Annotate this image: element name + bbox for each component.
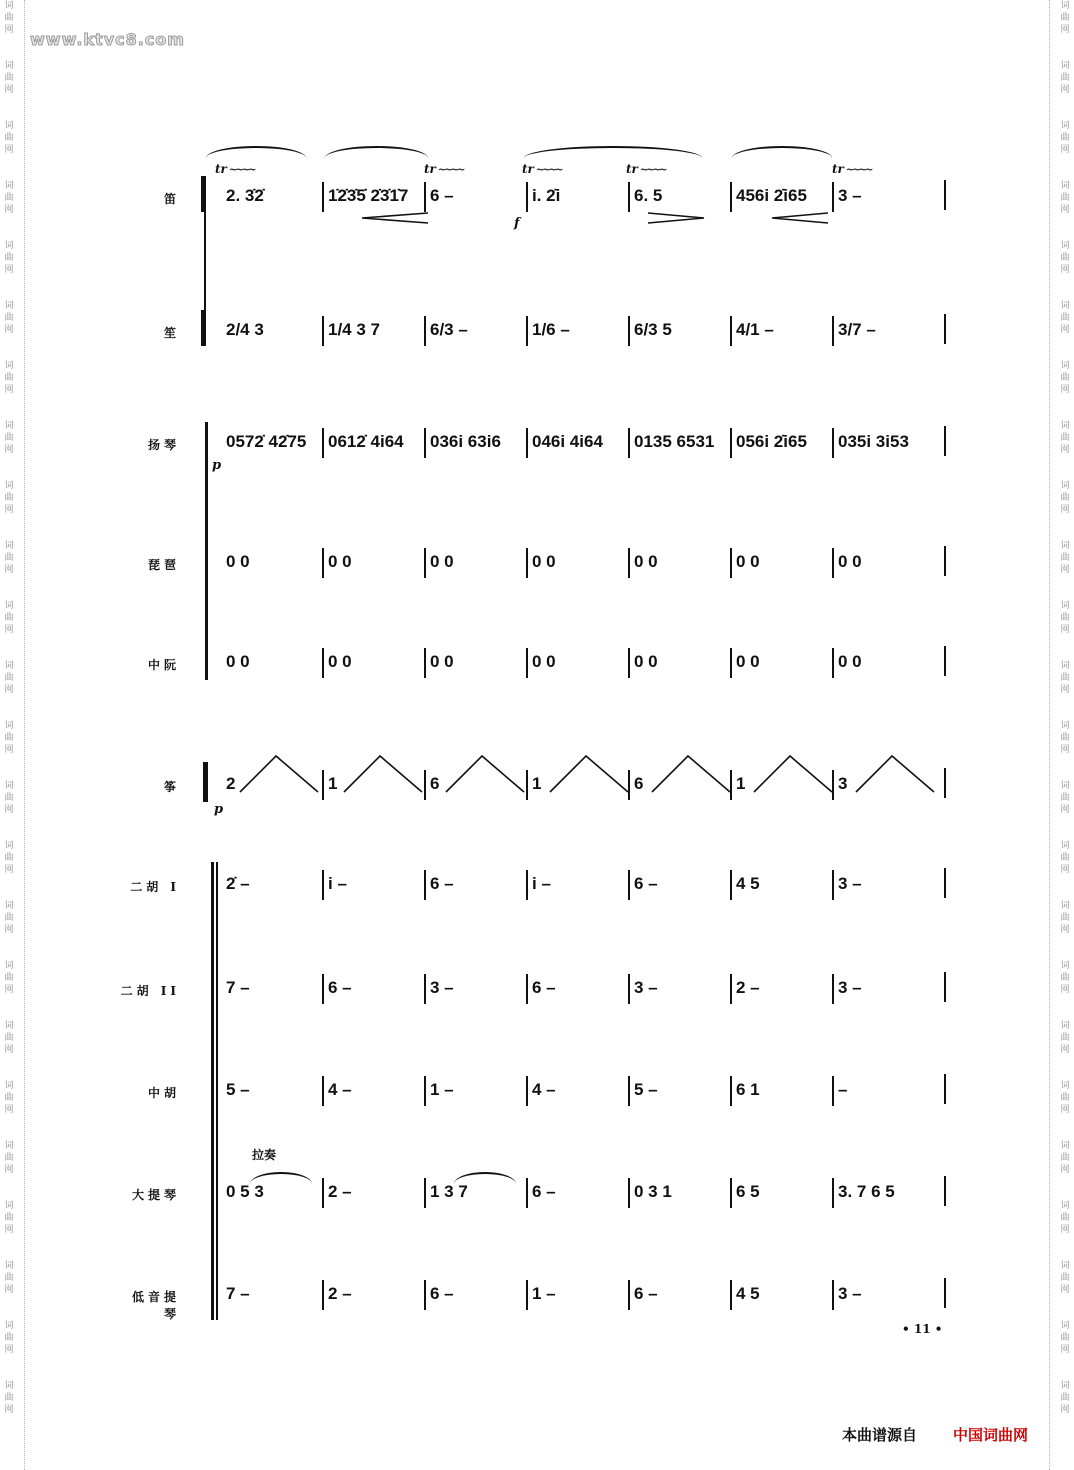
barline [526, 1076, 528, 1106]
measure: 6 – [430, 1284, 454, 1303]
dynamic-piano: p [212, 458, 222, 473]
barline [322, 548, 324, 578]
barline [628, 648, 630, 678]
barline [832, 1280, 834, 1310]
measure: 0 0 [634, 552, 658, 571]
crescendo-hairpin [770, 212, 830, 224]
barline [322, 182, 324, 212]
staff-di [218, 186, 948, 216]
barline [832, 182, 834, 212]
barline [322, 1076, 324, 1106]
zheng-brace [203, 762, 208, 802]
measure: 0 0 [328, 652, 352, 671]
measure: 3. 7 6 5 [838, 1182, 895, 1201]
measure: 0 3 1 [634, 1182, 672, 1201]
measure: 1 – [532, 1284, 556, 1303]
left-margin-rule [24, 0, 25, 1470]
measure: 0 0 [328, 552, 352, 571]
staff-bass [218, 1284, 948, 1314]
measure: 0 5 3 [226, 1182, 264, 1201]
measure: 1/6 – [532, 320, 570, 339]
barline [424, 1280, 426, 1310]
barline [322, 316, 324, 346]
barline [730, 316, 732, 346]
barline [424, 548, 426, 578]
barline [832, 1178, 834, 1208]
measure: 6 1 [736, 1080, 760, 1099]
measure: 6 [430, 774, 440, 793]
staff-erhu2 [218, 978, 948, 1008]
instrument-label-bass: 低音提琴 [131, 1290, 180, 1321]
measure: 0 0 [532, 552, 556, 571]
barline [628, 870, 630, 900]
measure: 4 5 [736, 1284, 760, 1303]
footer-site-link[interactable]: 中国词曲网 [953, 1426, 1029, 1444]
measure: 5 – [634, 1080, 658, 1099]
barline [730, 1178, 732, 1208]
trill-mark: tr ~~~~ [215, 162, 254, 176]
instrument-label-zhongruan: 中阮 [147, 658, 180, 672]
instrument-label-yangqin: 扬琴 [147, 438, 180, 452]
dynamic-piano: p [214, 802, 224, 817]
measure: 6 – [532, 1182, 556, 1201]
measure: 1 [328, 774, 338, 793]
barline [628, 316, 630, 346]
measure: 1 – [430, 1080, 454, 1099]
barline [730, 548, 732, 578]
barline [424, 428, 426, 458]
barline [424, 648, 426, 678]
decrescendo-hairpin [646, 212, 706, 224]
barline [832, 648, 834, 678]
measure: 3 – [430, 978, 454, 997]
staff-zhonghu [218, 1080, 948, 1110]
measure: 0135 6531 [634, 432, 715, 451]
di-phrase-slur-4 [732, 146, 832, 158]
right-margin-watermark: 词 曲 网 词 曲 网 词 曲 网 词 曲 网 词 曲 网 词 曲 网 词 曲 网 词 曲 网 词 曲 网 词 曲 网 词 曲 网 词 曲 网 词 曲 网 词 曲 网 词 曲 网 词 曲 网 词 曲 网 词 曲 网 词 曲 网 词 曲 网 词 曲 网 词 曲 网 词 曲 网 词 曲 网 [1060, 1, 1070, 1415]
barline [526, 182, 528, 212]
barline-final [944, 972, 946, 1002]
measure: i. 2̇i [532, 186, 561, 205]
measure: 6 – [430, 874, 454, 893]
measure: 0 0 [226, 552, 250, 571]
barline-final [944, 314, 946, 344]
measure: 3 – [634, 978, 658, 997]
measure: 7 – [226, 1284, 250, 1303]
measure: 4 5 [736, 874, 760, 893]
measure: i – [532, 874, 551, 893]
instrument-label-zhonghu: 中胡 [147, 1086, 180, 1100]
di-phrase-slur-3 [524, 146, 702, 158]
measure: 7 – [226, 978, 250, 997]
measure: 036i 63i6 [430, 432, 501, 451]
dynamic-forte: f [514, 216, 520, 231]
measure: 6 – [430, 186, 454, 205]
cello-slur [250, 1172, 312, 1184]
instrument-label-erhu2: 二胡 II [120, 984, 180, 998]
barline [628, 548, 630, 578]
instrument-label-erhu1: 二胡 I [130, 880, 180, 894]
measure: 2 [226, 774, 236, 793]
barline-final [944, 868, 946, 898]
barline [424, 974, 426, 1004]
barline-final [944, 426, 946, 456]
measure: 3 – [838, 1284, 862, 1303]
barline-final [944, 646, 946, 676]
right-margin-rule [1049, 0, 1050, 1470]
page-number: • 11 • [902, 1322, 943, 1336]
barline [322, 1178, 324, 1208]
barline [628, 1178, 630, 1208]
barline [322, 648, 324, 678]
measure: 0572̇ 42̇75 [226, 432, 307, 451]
measure: 046i 4i64 [532, 432, 603, 451]
measure: 2̇ – [226, 874, 250, 893]
trill-mark: tr ~~~~ [424, 162, 463, 176]
barline [832, 1076, 834, 1106]
measure: 0 0 [736, 652, 760, 671]
staff-yangqin [218, 432, 948, 462]
site-watermark: www.ktvc8.com [30, 30, 185, 49]
barline [424, 316, 426, 346]
barline [526, 1178, 528, 1208]
measure: 1/4 3 7 [328, 320, 380, 339]
barline [628, 1076, 630, 1106]
measure: 0 0 [226, 652, 250, 671]
cello-slur [454, 1172, 516, 1184]
barline-final [944, 1074, 946, 1104]
measure: 0 0 [838, 552, 862, 571]
measure: i – [328, 874, 347, 893]
barline [730, 428, 732, 458]
measure: 6. 5 [634, 186, 663, 205]
measure: 6 – [634, 874, 658, 893]
measure: 0 0 [430, 552, 454, 571]
trill-mark: tr ~~~~ [522, 162, 561, 176]
trill-mark: tr ~~~~ [832, 162, 871, 176]
barline [628, 182, 630, 212]
measure: 2/4 3 [226, 320, 264, 339]
staff-erhu1 [218, 874, 948, 904]
measure: 2 – [328, 1284, 352, 1303]
measure: – [838, 1080, 848, 1099]
measure: 0612̇ 4i64 [328, 432, 404, 451]
barline [322, 870, 324, 900]
barline [730, 648, 732, 678]
barline [526, 428, 528, 458]
measure: 6/3 5 [634, 320, 672, 339]
measure: 3 – [838, 186, 862, 205]
barline [322, 1280, 324, 1310]
barline [526, 648, 528, 678]
instrument-label-pipa: 琵琶 [147, 558, 180, 572]
staff-sheng [218, 320, 948, 350]
measure: 456i 2̇i65 [736, 186, 807, 205]
staff-zhongruan [218, 652, 948, 682]
measure: 0 0 [736, 552, 760, 571]
barline [730, 974, 732, 1004]
measure: 035i 3i53 [838, 432, 909, 451]
di-phrase-slur-1 [206, 146, 306, 158]
measure: 0 0 [430, 652, 454, 671]
barline [730, 1280, 732, 1310]
barline [322, 974, 324, 1004]
left-margin-watermark: 词 曲 网 词 曲 网 词 曲 网 词 曲 网 词 曲 网 词 曲 网 词 曲 网 词 曲 网 词 曲 网 词 曲 网 词 曲 网 词 曲 网 词 曲 网 词 曲 网 词 曲 网 词 曲 网 词 曲 网 词 曲 网 词 曲 网 词 曲 网 词 曲 网 词 曲 网 词 曲 网 词 曲 网 [4, 1, 14, 1415]
measure: 1 3 7 [430, 1182, 468, 1201]
instrument-label-sheng: 笙 [163, 326, 180, 340]
measure: 0 0 [634, 652, 658, 671]
barline [628, 974, 630, 1004]
barline [628, 428, 630, 458]
measure: 1 [736, 774, 746, 793]
measure: 3 [838, 774, 848, 793]
measure: 4 – [532, 1080, 556, 1099]
measure: 1̇2̇3̇5̇ 2̇3̇1̇7 [328, 186, 409, 205]
measure: 3/7 – [838, 320, 876, 339]
barline [832, 548, 834, 578]
di-sheng-brace-bottom [201, 310, 206, 346]
instrument-label-zheng: 筝 [163, 780, 180, 794]
measure: 6 – [328, 978, 352, 997]
barline [526, 316, 528, 346]
barline [424, 182, 426, 212]
measure: 0 0 [532, 652, 556, 671]
zheng-arpeggio-zigzags [238, 752, 948, 796]
barline [832, 316, 834, 346]
barline [526, 1280, 528, 1310]
barline-final [944, 1278, 946, 1308]
measure: 5 – [226, 1080, 250, 1099]
barline [730, 182, 732, 212]
measure: 6 – [634, 1284, 658, 1303]
instrument-label-cello: 大提琴 [131, 1188, 180, 1202]
staff-pipa [218, 552, 948, 582]
di-sheng-brace-top [201, 176, 206, 212]
barline [526, 974, 528, 1004]
measure: 4 – [328, 1080, 352, 1099]
technique-marking-arco: 拉奏 [252, 1148, 277, 1162]
measure: 6 5 [736, 1182, 760, 1201]
measure: 6/3 – [430, 320, 468, 339]
measure: 2 – [736, 978, 760, 997]
barline-final [944, 1176, 946, 1206]
bowed-strings-inner-line [216, 862, 218, 1320]
barline [424, 1076, 426, 1106]
instrument-label-di: 笛 [163, 192, 180, 206]
measure: 2 – [328, 1182, 352, 1201]
measure: 6 – [532, 978, 556, 997]
barline [832, 428, 834, 458]
barline [424, 870, 426, 900]
crescendo-hairpin [360, 212, 430, 224]
barline [628, 1280, 630, 1310]
winds-bracket-line [204, 212, 206, 310]
barline [526, 548, 528, 578]
barline [424, 1178, 426, 1208]
barline [322, 428, 324, 458]
measure: 056i 2̇i65 [736, 432, 807, 451]
barline-final [944, 546, 946, 576]
di-phrase-slur-2 [325, 146, 428, 158]
footer-source-label: 本曲谱源自 [842, 1426, 918, 1444]
barline [832, 974, 834, 1004]
staff-cello [218, 1182, 948, 1212]
barline [730, 870, 732, 900]
measure: 6 [634, 774, 644, 793]
barline [832, 870, 834, 900]
barline-final [944, 180, 946, 210]
measure: 0 0 [838, 652, 862, 671]
trill-mark: tr ~~~~ [626, 162, 665, 176]
measure: 2. 3̇2̇ [226, 186, 264, 205]
barline [730, 1076, 732, 1106]
measure: 3 – [838, 874, 862, 893]
measure: 1 [532, 774, 542, 793]
measure: 3 – [838, 978, 862, 997]
barline [526, 870, 528, 900]
measure: 4/1 – [736, 320, 774, 339]
